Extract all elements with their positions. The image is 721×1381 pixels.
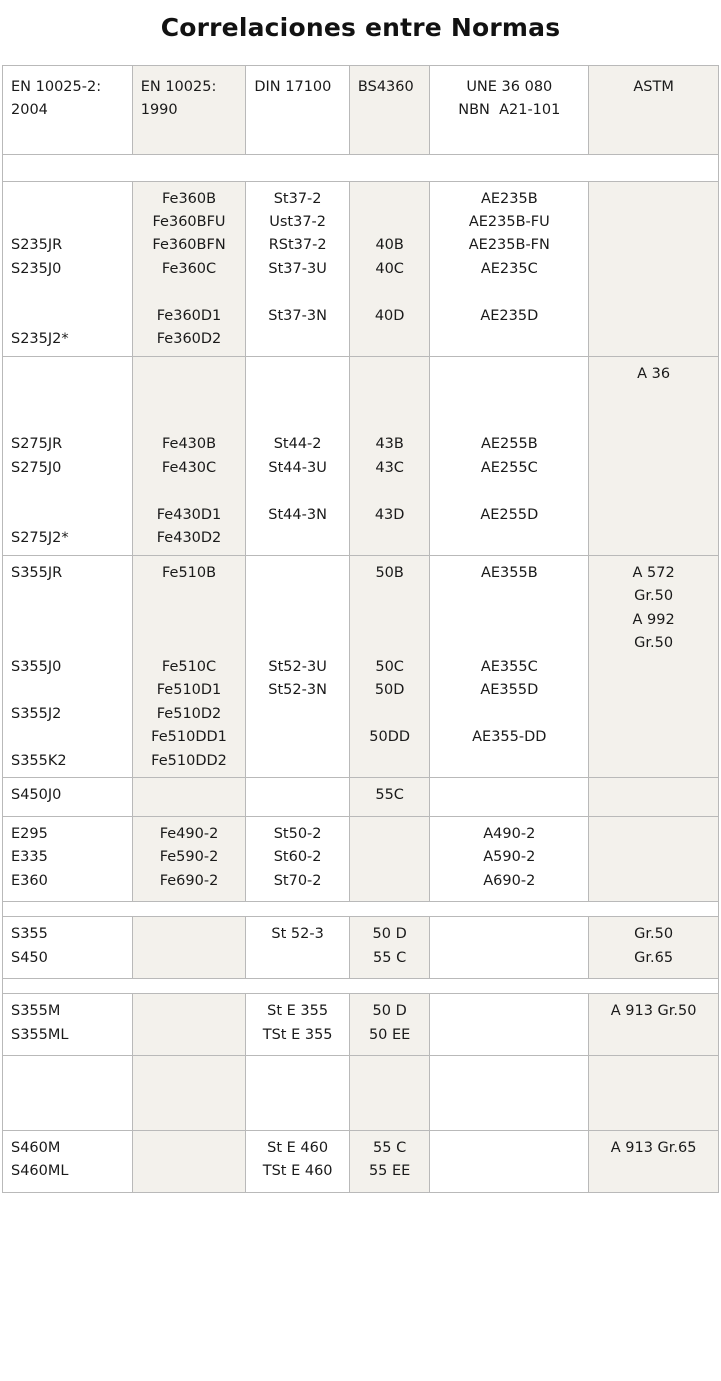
column-header-din17100: [246, 65, 350, 154]
cell-text: S355 S450: [11, 926, 48, 966]
cell-din17100: [246, 181, 350, 356]
cell-text: St E 355 TSt E 355: [262, 1003, 333, 1043]
cell-bs4360: [349, 1056, 429, 1131]
header-text: EN 10025: 1990: [140, 78, 217, 118]
cell-text: [133, 1056, 246, 1093]
cell-text: [350, 817, 429, 854]
cell-text: [133, 994, 246, 1031]
cell-bs4360: [349, 778, 429, 816]
cell-text: St44-2 St44-3U St44-3N: [268, 436, 327, 523]
cell-en10025-1990: [132, 778, 246, 816]
cell-en10025-2: [3, 917, 133, 979]
cell-text: 55 C 55 EE: [368, 1140, 411, 1180]
cell-text: S355JR S355J0 S355J2 S355K2: [11, 564, 67, 769]
cell-text: A 572 Gr.50 A 992 Gr.50: [632, 564, 675, 652]
cell-din17100: [246, 1131, 350, 1193]
cell-text: 50B 50C 50D 50DD: [369, 564, 411, 746]
cell-astm: [589, 555, 719, 777]
cell-text: S235JR S235J0 S235J2*: [11, 237, 69, 348]
cell-text: 43B 43C 43D: [374, 436, 405, 523]
cell-en10025-2: [3, 356, 133, 555]
cell-text: St52-3U St52-3N: [268, 658, 327, 699]
cell-text: St50-2 St60-2 St70-2: [273, 825, 322, 889]
header-text: UNE 36 080 NBN A21-101: [458, 78, 561, 118]
cell-text: S450J0: [11, 787, 62, 804]
cell-en10025-1990: [132, 994, 246, 1056]
cell-bs4360: [349, 356, 429, 555]
cell-astm: [589, 917, 719, 979]
column-header-une36080: [430, 65, 589, 154]
cell-astm: [589, 1056, 719, 1131]
cell-text: Fe490-2 Fe590-2 Fe690-2: [159, 825, 219, 889]
cell-text: 55C: [375, 787, 404, 804]
cell-text: S460M S460ML: [11, 1140, 69, 1180]
cell-text: [3, 1056, 132, 1130]
column-header-bs4360: [349, 65, 429, 154]
cell-bs4360: [349, 1131, 429, 1193]
cell-bs4360: [349, 917, 429, 979]
cell-text: Fe430B Fe430C Fe430D1 Fe430D2: [156, 436, 222, 547]
cell-en10025-1990: [132, 181, 246, 356]
cell-text: [589, 778, 718, 815]
cell-une36080: [430, 1131, 589, 1193]
cell-text: A 913 Gr.50: [610, 1003, 697, 1020]
cell-une36080: [430, 181, 589, 356]
cell-en10025-1990: [132, 1056, 246, 1131]
cell-en10025-1990: [132, 917, 246, 979]
cell-text: AE255B AE255C AE255D: [480, 436, 539, 523]
cell-text: [133, 917, 246, 954]
cell-text: Fe360B Fe360BFU Fe360BFN Fe360C Fe360D1 Fe360D2: [152, 190, 226, 348]
cell-text: Fe510B Fe510C Fe510D1 Fe510D2 Fe510DD1 Fe510DD2: [151, 564, 227, 769]
column-header-en10025-1990: [132, 65, 246, 154]
cell-din17100: [246, 816, 350, 901]
cell-text: Gr.50 Gr.65: [634, 926, 674, 966]
cell-text: [133, 778, 246, 815]
cell-text: 50 D 55 C: [372, 926, 407, 966]
cell-din17100: [246, 778, 350, 816]
cell-astm: [589, 356, 719, 555]
table-row: [3, 555, 719, 777]
cell-text: E295 E335 E360: [11, 825, 48, 889]
correlation-table: [2, 65, 719, 1193]
cell-bs4360: [349, 816, 429, 901]
cell-text: AE355B AE355C AE355D AE355-DD: [472, 564, 547, 746]
cell-astm: [589, 1131, 719, 1193]
cell-bs4360: [349, 181, 429, 356]
cell-une36080: [430, 778, 589, 816]
table-row: [3, 994, 719, 1056]
cell-en10025-1990: [132, 555, 246, 777]
cell-en10025-1990: [132, 356, 246, 555]
table-row: [3, 917, 719, 979]
cell-en10025-2: [3, 994, 133, 1056]
cell-text: [430, 917, 588, 954]
cell-en10025-2: [3, 778, 133, 816]
cell-text: [430, 1131, 588, 1168]
cell-astm: [589, 816, 719, 901]
header-body-spacer: [3, 154, 719, 181]
cell-une36080: [430, 816, 589, 901]
cell-text: AE235B AE235B-FU AE235B-FN AE235C AE235D: [468, 190, 550, 324]
column-header-en10025-2-2004: [3, 65, 133, 154]
cell-text: [430, 994, 588, 1031]
table-header-row: [3, 65, 719, 154]
table-row: [3, 1131, 719, 1193]
header-text: DIN 17100: [254, 78, 332, 95]
cell-une36080: [430, 1056, 589, 1131]
group-spacer: [3, 902, 719, 917]
cell-din17100: [246, 994, 350, 1056]
cell-din17100: [246, 356, 350, 555]
cell-une36080: [430, 555, 589, 777]
cell-din17100: [246, 1056, 350, 1131]
table-row: [3, 181, 719, 356]
cell-bs4360: [349, 994, 429, 1056]
cell-en10025-1990: [132, 816, 246, 901]
table-row: [3, 356, 719, 555]
cell-din17100: [246, 917, 350, 979]
cell-une36080: [430, 356, 589, 555]
cell-text: [430, 778, 588, 815]
cell-astm: [589, 181, 719, 356]
cell-text: 50 D 50 EE: [368, 1003, 411, 1043]
cell-en10025-2: [3, 816, 133, 901]
header-text: BS4360: [357, 78, 414, 95]
cell-text: S275JR S275J0 S275J2*: [11, 436, 69, 547]
cell-text: St 52-3: [271, 926, 324, 943]
cell-astm: [589, 778, 719, 816]
cell-text: [589, 1056, 718, 1093]
cell-text: [589, 182, 718, 215]
cell-text: S355M S355ML: [11, 1003, 69, 1043]
cell-en10025-2: [3, 1056, 133, 1131]
page-title: Correlaciones entre Normas: [160, 13, 561, 42]
cell-text: A 913 Gr.65: [610, 1140, 697, 1156]
cell-text: [246, 1056, 349, 1093]
cell-din17100: [246, 555, 350, 777]
cell-astm: [589, 994, 719, 1056]
cell-text: [350, 1056, 429, 1093]
table-row: [3, 1056, 719, 1131]
cell-en10025-2: [3, 1131, 133, 1193]
group-spacer: [3, 979, 719, 994]
cell-une36080: [430, 994, 589, 1056]
cell-en10025-1990: [132, 1131, 246, 1193]
cell-text: St37-2 Ust37-2 RSt37-2 St37-3U St37-3N: [268, 190, 327, 324]
cell-en10025-2: [3, 555, 133, 777]
header-text: ASTM: [633, 78, 674, 95]
table-row: [3, 778, 719, 816]
cell-text: A 36: [637, 365, 671, 382]
cell-text: [246, 778, 349, 815]
cell-text: [133, 1131, 246, 1168]
cell-text: [430, 1056, 588, 1093]
cell-bs4360: [349, 555, 429, 777]
cell-text: [589, 817, 718, 854]
cell-en10025-2: [3, 181, 133, 356]
cell-text: A490-2 A590-2 A690-2: [483, 825, 536, 889]
cell-text: 40B 40C 40D: [374, 237, 405, 324]
header-text: EN 10025-2: 2004: [11, 78, 102, 118]
cell-une36080: [430, 917, 589, 979]
column-header-astm: [589, 65, 719, 154]
cell-text: St E 460 TSt E 460: [262, 1140, 333, 1180]
table-row: [3, 816, 719, 901]
